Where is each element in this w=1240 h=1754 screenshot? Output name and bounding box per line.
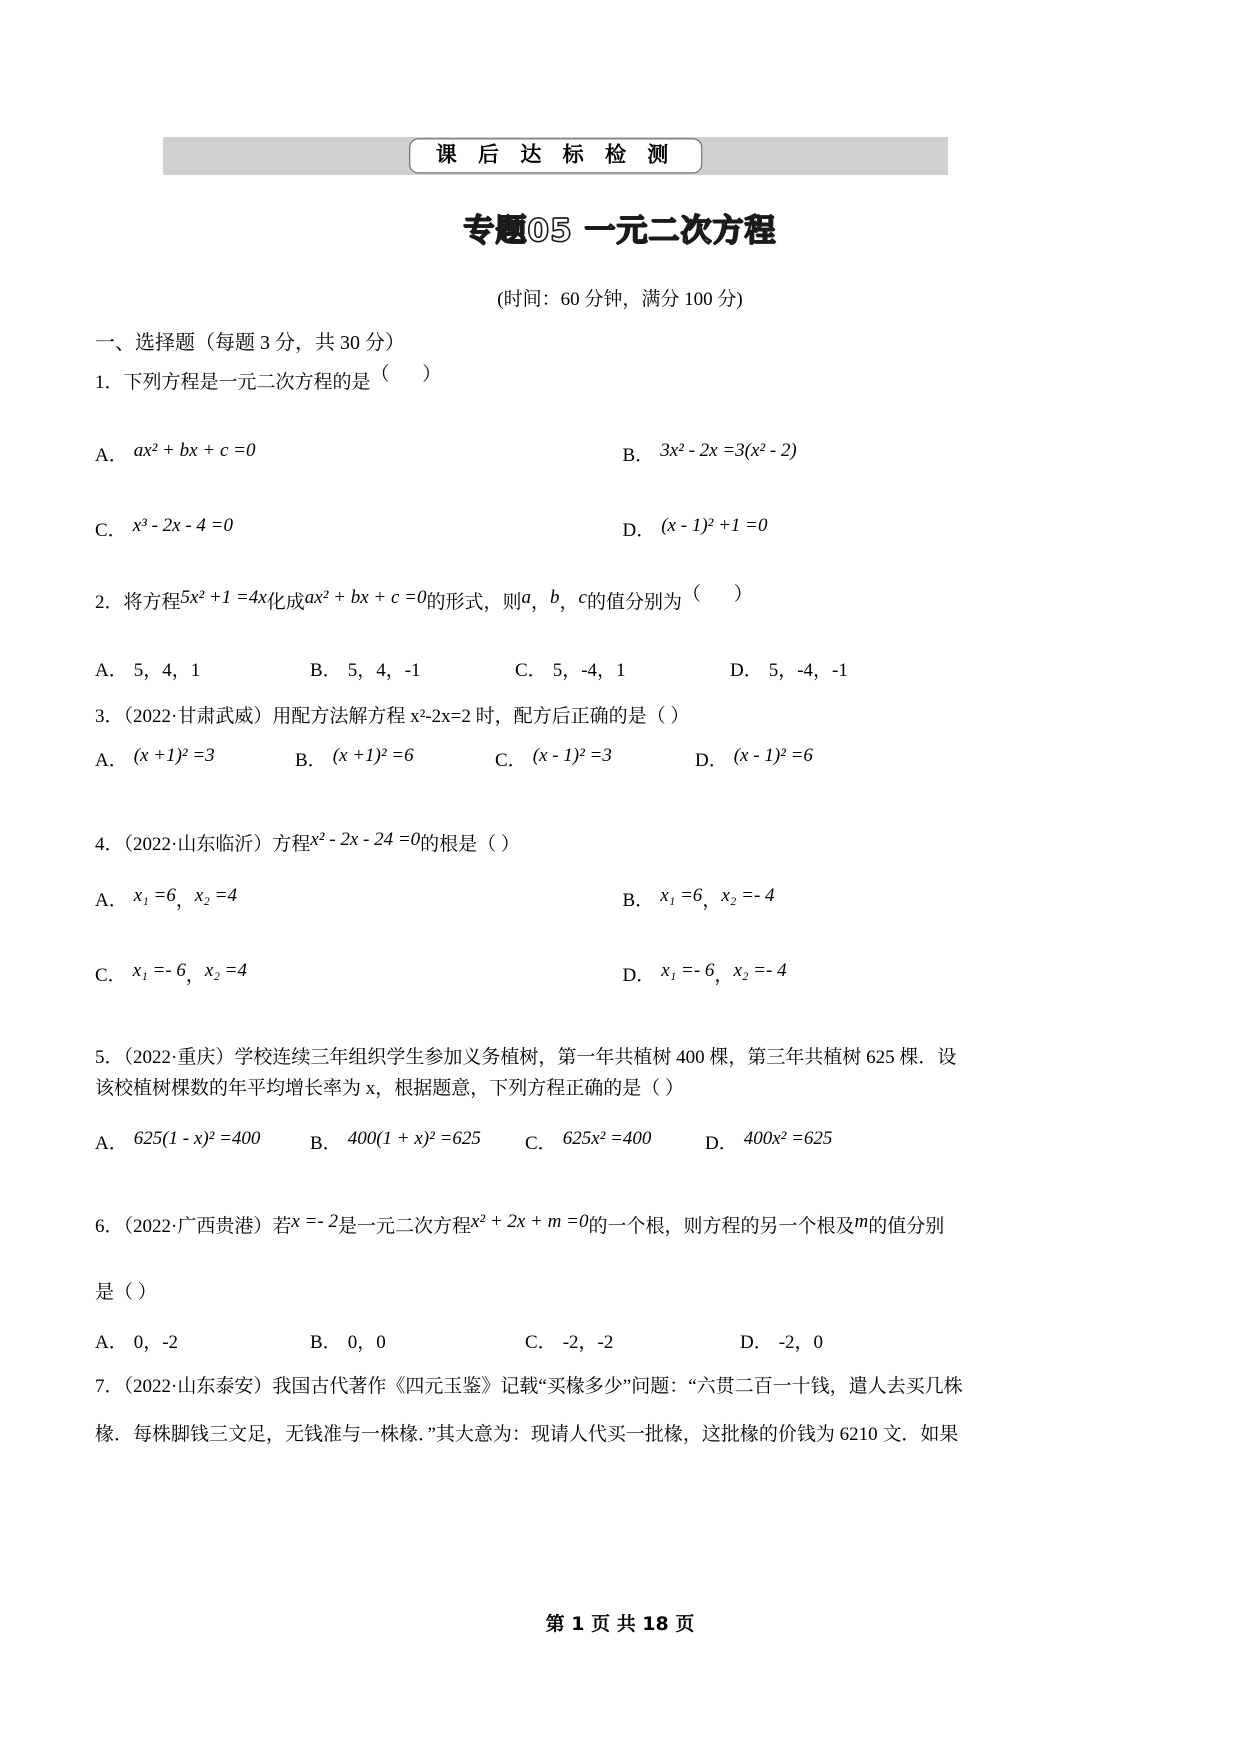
page-footer: 第 1 页 共 18 页	[545, 1613, 695, 1635]
question-4-number: 4．	[95, 834, 124, 855]
question-5-line-1	[95, 1043, 1150, 1074]
option-d-label: D．	[740, 1332, 773, 1353]
option-c[interactable]	[525, 1327, 740, 1354]
question-2-answer-blank: （ ）	[681, 584, 767, 605]
question-7-stem	[95, 1372, 1150, 1451]
header-banner-label: 课 后 达 标 检 测	[435, 142, 676, 167]
option-a-x1: x₁ =6	[133, 885, 176, 906]
question-2-var-b: b	[550, 587, 560, 608]
option-c-label: C．	[515, 660, 547, 681]
option-b-text: 0，0	[347, 1332, 386, 1353]
option-a-label: A．	[95, 445, 128, 466]
option-c-text: 5，-4，1	[552, 660, 626, 681]
option-b-label: B．	[310, 660, 342, 681]
option-a-text: 5，4，1	[133, 660, 201, 681]
option-d-text: 400x² =625	[743, 1128, 833, 1149]
question-1-options	[95, 440, 1150, 467]
question-2-var-a: a	[521, 587, 531, 608]
question-6-number: 6．	[95, 1216, 124, 1237]
question-2-options	[95, 655, 1150, 682]
question-6-options	[95, 1327, 1150, 1354]
header-banner-pill	[409, 138, 703, 173]
question-5-stem	[95, 1043, 1150, 1105]
question-1-options-2	[95, 515, 1150, 542]
question-1-answer-blank: （ ）	[370, 364, 456, 385]
option-d[interactable]	[695, 745, 813, 772]
option-b-text: 400(1 + x)² =625	[347, 1128, 481, 1149]
question-6-expr-a: x =- 2	[291, 1211, 338, 1232]
question-4-options	[95, 885, 1150, 912]
question-1-number: 1．	[95, 372, 124, 393]
question-6-text-d: 的值分别	[868, 1216, 945, 1237]
option-c-label: C．	[525, 1133, 557, 1154]
question-3-options	[95, 745, 1150, 772]
question-7-text-2: 椽．每株脚钱三文足，无钱准与一株椽．”其大意为：现请人代买一批椽，这批椽的价钱为 6210 文．如果	[95, 1423, 959, 1445]
question-5-text-1: 学校连续三年组织学生参加义务植树，第一年共植树 400 棵，第三年共植树 625 棵．设	[234, 1047, 957, 1068]
question-6-text-a: 若	[272, 1216, 292, 1237]
question-6-text-c: 的一个根，则方程的另一个根及	[588, 1216, 855, 1237]
option-a-label: A．	[95, 1133, 128, 1154]
option-d-label: D．	[622, 520, 656, 541]
page-title: 专题05 一元二次方程	[463, 213, 777, 249]
question-6-expr-b: x² + 2x + m =0	[470, 1211, 589, 1232]
question-2-number: 2．	[95, 592, 124, 613]
question-6-var: m	[854, 1211, 869, 1232]
option-c-text: x³ - 2x - 4 =0	[132, 515, 233, 536]
question-2-text-a: 将方程	[123, 592, 181, 613]
option-a-label: A．	[95, 660, 128, 681]
option-d-x2: x₂ =- 4	[733, 960, 787, 981]
question-5-number: 5．	[95, 1047, 124, 1068]
question-6-source: （2022·广西贵港）	[123, 1216, 273, 1237]
question-1-stem	[95, 364, 1150, 399]
option-c-x1: x₁ =- 6	[132, 960, 186, 981]
question-4-text-a: 方程	[272, 834, 311, 855]
option-d[interactable]	[623, 515, 1151, 542]
question-3-text: 用配方法解方程 x²-2x=2 时，配方后正确的是	[272, 706, 647, 727]
option-b-x1: x₁ =6	[660, 885, 703, 906]
option-b-label: B．	[310, 1332, 342, 1353]
question-4-expr: x² - 2x - 24 =0	[310, 829, 421, 850]
option-b[interactable]	[310, 1327, 525, 1354]
option-a[interactable]	[95, 655, 310, 682]
question-7-number: 7．	[95, 1376, 124, 1397]
option-c[interactable]	[515, 655, 730, 682]
question-2-expr-a: 5x² +1 =4x	[180, 587, 267, 608]
option-d[interactable]	[705, 1128, 832, 1155]
option-a[interactable]	[95, 440, 623, 467]
question-6-stem	[95, 1212, 1150, 1243]
option-b[interactable]: B． x₁ =6 ， x₂ =- 4	[622, 885, 775, 911]
question-3-source: （2022·甘肃武威）	[123, 706, 273, 727]
option-d-text: 5，-4，-1	[768, 660, 848, 681]
option-d-label: D．	[705, 1133, 738, 1154]
question-2-text-d: 的值分别为	[586, 592, 682, 613]
question-5-text-2: 该校植树棵数的年平均增长率为 x，根据题意，下列方程正确的是	[95, 1077, 642, 1099]
question-4-stem	[95, 830, 1150, 861]
option-b[interactable]	[310, 655, 515, 682]
question-2-expr-b: ax² + bx + c =0	[304, 587, 427, 608]
question-2-text-c: 的形式，则	[426, 592, 522, 613]
option-d-label: D．	[695, 750, 728, 771]
option-b-text: 3x² - 2x =3(x² - 2)	[660, 440, 797, 461]
question-5-answer-blank: （ ）	[641, 1077, 685, 1099]
option-b-label: B．	[622, 445, 655, 466]
option-c-label: C．	[525, 1332, 557, 1353]
question-4-text-b: 的根是	[420, 834, 478, 855]
option-a-label: A．	[95, 1332, 128, 1353]
option-a[interactable]: A． x₁ =6 ， x₂ =4	[95, 885, 237, 911]
option-b[interactable]	[310, 1128, 525, 1155]
exam-info: (时间：60 分钟，满分 100 分)	[497, 289, 743, 310]
question-2-var-c: c	[578, 587, 587, 608]
question-4-options-2	[95, 960, 1150, 987]
option-a-label: A．	[95, 890, 128, 911]
option-a-text: 0，-2	[133, 1332, 179, 1353]
option-b[interactable]	[623, 440, 1151, 467]
option-c-text: (x - 1)² =3	[532, 745, 612, 766]
option-a[interactable]	[95, 1128, 310, 1155]
question-4-answer-blank: （ ）	[477, 834, 520, 855]
option-b[interactable]	[295, 745, 495, 772]
question-7-line-2	[95, 1420, 1150, 1451]
option-c-label: C．	[495, 750, 527, 771]
option-d-label: D．	[730, 660, 763, 681]
option-d[interactable]	[730, 655, 848, 682]
option-b-label: B．	[622, 890, 655, 911]
question-5-line-2	[95, 1074, 1150, 1105]
question-7-text-1: 我国古代著作《四元玉鉴》记载“买椽多少”问题：“六贯二百一十钱，遣人去买几株	[272, 1376, 963, 1397]
option-b-text: 5，4，-1	[347, 660, 421, 681]
question-6-text-2: 是（ ）	[95, 1282, 157, 1303]
question-2-text-b: 化成	[266, 592, 305, 613]
question-3-answer-blank: （ ）	[646, 706, 690, 727]
question-1-text: 下列方程是一元二次方程的是	[123, 372, 371, 393]
option-a-x2: x₂ =4	[194, 885, 237, 906]
option-b-x2: x₂ =- 4	[721, 885, 775, 906]
option-c[interactable]	[95, 515, 623, 542]
question-2-stem: 2．将方程5x² +1 =4x化成ax² + bx + c =0的形式，则a，b，c的值分别为（ ）	[95, 584, 767, 613]
option-d[interactable]: D． x₁ =- 6 ， x₂ =- 4	[622, 960, 787, 986]
option-c-text: -2，-2	[562, 1332, 614, 1353]
option-c[interactable]: C． x₁ =- 6 ， x₂ =4	[95, 960, 248, 986]
question-5-options	[95, 1128, 1150, 1155]
option-a[interactable]	[95, 745, 295, 772]
header-banner	[163, 137, 948, 175]
option-c[interactable]	[495, 745, 695, 772]
option-d-text: (x - 1)² =6	[733, 745, 813, 766]
question-4-source: （2022·山东临沂）	[123, 834, 273, 855]
option-a-text: (x +1)² =3	[133, 745, 215, 766]
option-a-text: 625(1 - x)² =400	[133, 1128, 261, 1149]
question-6-text-b: 是一元二次方程	[337, 1216, 471, 1237]
question-7-source: （2022·山东泰安）	[123, 1376, 273, 1397]
option-c-label: C．	[95, 965, 127, 986]
option-a-text: ax² + bx + c =0	[133, 440, 256, 461]
section-heading: 一、选择题（每题 3 分，共 30 分）	[95, 332, 405, 354]
option-c-text: 625x² =400	[562, 1128, 652, 1149]
option-b-label: B．	[310, 1133, 342, 1154]
question-5-source: （2022·重庆）	[123, 1047, 235, 1068]
question-3-number: 3．	[95, 706, 124, 727]
option-c[interactable]	[525, 1128, 705, 1155]
question-7-line-1	[95, 1372, 1150, 1403]
option-d-text: (x - 1)² +1 =0	[661, 515, 768, 536]
question-3-stem	[95, 702, 1150, 733]
option-c-label: C．	[95, 520, 127, 541]
option-d-x1: x₁ =- 6	[661, 960, 715, 981]
option-c-x2: x₂ =4	[204, 960, 248, 981]
option-b-label: B．	[295, 750, 327, 771]
option-b-text: (x +1)² =6	[332, 745, 414, 766]
option-d[interactable]	[740, 1327, 823, 1354]
question-6-stem-line-2	[95, 1278, 1150, 1309]
option-d-label: D．	[622, 965, 656, 986]
option-d-text: -2，0	[778, 1332, 824, 1353]
option-a[interactable]	[95, 1327, 310, 1354]
option-a-label: A．	[95, 750, 128, 771]
